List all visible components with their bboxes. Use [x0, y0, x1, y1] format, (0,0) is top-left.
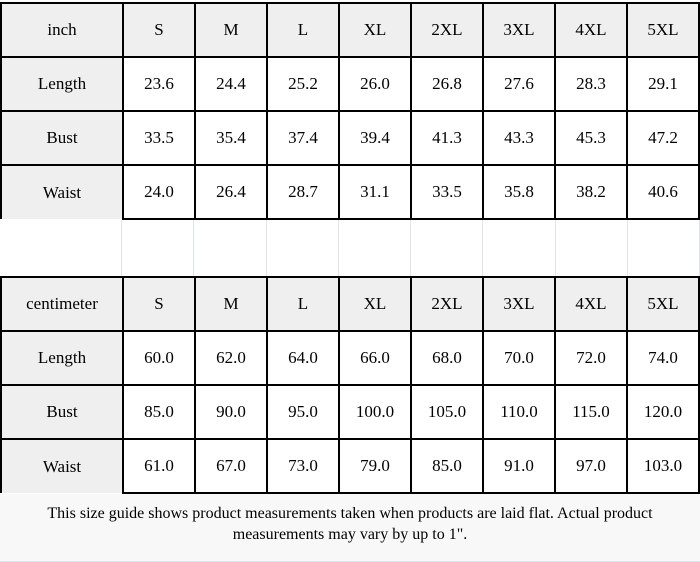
value-cell: 35.8 — [483, 165, 555, 219]
size-header-cell: 5XL — [627, 277, 699, 331]
measurement-row — [1, 331, 699, 385]
value-cell: 70.0 — [483, 331, 555, 385]
size-header-cell: 3XL — [483, 277, 555, 331]
value-cell: 66.0 — [339, 331, 411, 385]
spacer-cell — [122, 220, 194, 276]
row-label-cell: Length — [1, 57, 123, 111]
centimeter-size-table — [0, 276, 700, 494]
value-cell: 25.2 — [267, 57, 339, 111]
value-cell: 28.3 — [555, 57, 627, 111]
value-cell: 39.4 — [339, 111, 411, 165]
size-header-cell: S — [123, 3, 195, 57]
value-cell: 72.0 — [555, 331, 627, 385]
value-cell: 73.0 — [267, 439, 339, 493]
value-cell: 62.0 — [195, 331, 267, 385]
row-label-cell: Waist — [1, 165, 123, 219]
value-cell: 23.6 — [123, 57, 195, 111]
value-cell: 28.7 — [267, 165, 339, 219]
value-cell: 47.2 — [627, 111, 699, 165]
size-header-cell: 4XL — [555, 277, 627, 331]
size-header-cell: M — [195, 277, 267, 331]
value-cell: 67.0 — [195, 439, 267, 493]
spacer-cell — [628, 220, 700, 276]
row-label-cell: Bust — [1, 385, 123, 439]
size-guide-disclaimer: This size guide shows product measurements taken when products are laid flat. Actual product measurements may vary by up to 1". — [0, 494, 700, 562]
spacer-cell — [411, 220, 483, 276]
value-cell: 90.0 — [195, 385, 267, 439]
size-header-cell: XL — [339, 3, 411, 57]
value-cell: 29.1 — [627, 57, 699, 111]
value-cell: 40.6 — [627, 165, 699, 219]
value-cell: 85.0 — [411, 439, 483, 493]
value-cell: 115.0 — [555, 385, 627, 439]
value-cell: 26.0 — [339, 57, 411, 111]
measurement-row — [1, 111, 699, 165]
size-header-cell: 2XL — [411, 277, 483, 331]
value-cell: 97.0 — [555, 439, 627, 493]
measurement-row — [1, 439, 699, 493]
value-cell: 41.3 — [411, 111, 483, 165]
row-label-cell: Length — [1, 331, 123, 385]
size-header-cell: XL — [339, 277, 411, 331]
size-header-cell: 4XL — [555, 3, 627, 57]
value-cell: 27.6 — [483, 57, 555, 111]
value-cell: 24.4 — [195, 57, 267, 111]
value-cell: 74.0 — [627, 331, 699, 385]
row-label-cell: Waist — [1, 439, 123, 493]
size-header-cell: L — [267, 277, 339, 331]
value-cell: 24.0 — [123, 165, 195, 219]
spacer-cell — [194, 220, 266, 276]
spacer-cell — [483, 220, 555, 276]
value-cell: 33.5 — [411, 165, 483, 219]
size-header-cell: S — [123, 277, 195, 331]
spacer-cell — [0, 220, 122, 276]
unit-label-cell: centimeter — [1, 277, 123, 331]
value-cell: 38.2 — [555, 165, 627, 219]
measurement-row — [1, 57, 699, 111]
value-cell: 110.0 — [483, 385, 555, 439]
value-cell: 43.3 — [483, 111, 555, 165]
value-cell: 26.8 — [411, 57, 483, 111]
spacer-cell — [267, 220, 339, 276]
header-row — [1, 277, 699, 331]
value-cell: 68.0 — [411, 331, 483, 385]
value-cell: 64.0 — [267, 331, 339, 385]
value-cell: 105.0 — [411, 385, 483, 439]
value-cell: 26.4 — [195, 165, 267, 219]
value-cell: 103.0 — [627, 439, 699, 493]
unit-label-cell: inch — [1, 3, 123, 57]
value-cell: 91.0 — [483, 439, 555, 493]
spacer-row — [0, 220, 700, 276]
value-cell: 45.3 — [555, 111, 627, 165]
value-cell: 35.4 — [195, 111, 267, 165]
size-header-cell: M — [195, 3, 267, 57]
size-header-cell: 2XL — [411, 3, 483, 57]
value-cell: 60.0 — [123, 331, 195, 385]
spacer-cell — [556, 220, 628, 276]
size-header-cell: L — [267, 3, 339, 57]
value-cell: 37.4 — [267, 111, 339, 165]
measurement-row — [1, 385, 699, 439]
value-cell: 120.0 — [627, 385, 699, 439]
value-cell: 85.0 — [123, 385, 195, 439]
measurement-row — [1, 165, 699, 219]
inch-size-table — [0, 2, 700, 220]
value-cell: 33.5 — [123, 111, 195, 165]
row-label-cell: Bust — [1, 111, 123, 165]
spacer-cell — [339, 220, 411, 276]
size-header-cell: 3XL — [483, 3, 555, 57]
value-cell: 79.0 — [339, 439, 411, 493]
value-cell: 31.1 — [339, 165, 411, 219]
value-cell: 100.0 — [339, 385, 411, 439]
header-row — [1, 3, 699, 57]
value-cell: 61.0 — [123, 439, 195, 493]
size-header-cell: 5XL — [627, 3, 699, 57]
value-cell: 95.0 — [267, 385, 339, 439]
